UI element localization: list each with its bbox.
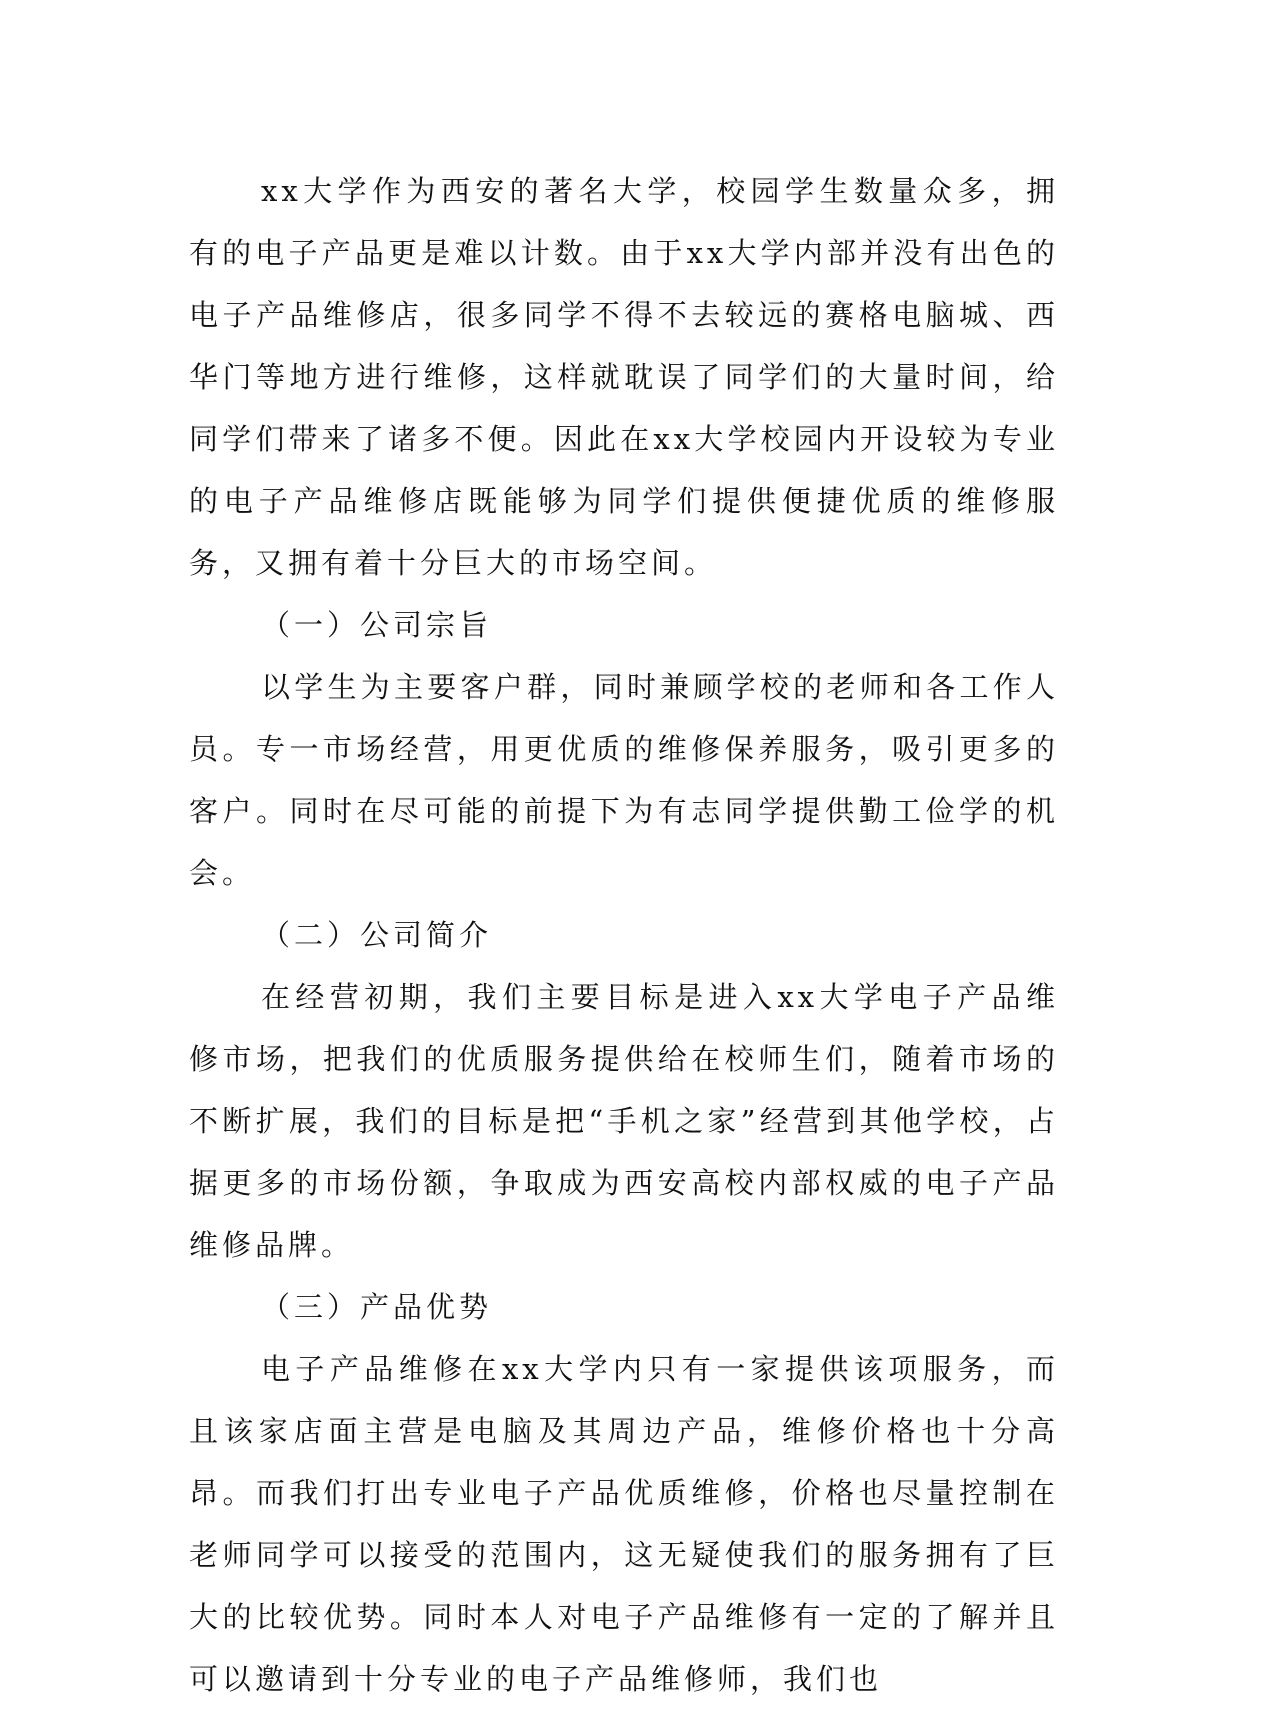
paragraph-advantage: 电子产品维修在xx大学内只有一家提供该项服务，而且该家店面主营是电脑及其周边产品，维修价格也十分高昂。而我们打出专业电子产品优质维修，价格也尽量控制在老师同学可以接受的范围内，这无疑使我们的服务拥有了巨大的比较优势。同时本人对电子产品维修有一定的了解并且可以邀请到十分专业的电子产品维修师，我们也 [189, 1352, 1059, 1696]
paragraph-purpose: 以学生为主要客户群，同时兼顾学校的老师和各工作人员。专一市场经营，用更优质的维修保养服务，吸引更多的客户。同时在尽可能的前提下为有志同学提供勤工俭学的机会。 [189, 670, 1059, 890]
paragraph-profile: 在经营初期，我们主要目标是进入xx大学电子产品维修市场，把我们的优质服务提供给在校师生们，随着市场的不断扩展，我们的目标是把“手机之家”经营到其他学校，占据更多的市场份额，争取成为西安高校内部权威的电子产品维修品牌。 [189, 980, 1059, 1262]
document-body [189, 160, 1059, 1710]
paragraph-intro: xx大学作为西安的著名大学，校园学生数量众多，拥有的电子产品更是难以计数。由于xx大学内部并没有出色的电子产品维修店，很多同学不得不去较远的赛格电脑城、西华门等地方进行维修，这样就耽误了同学们的大量时间，给同学们带来了诸多不便。因此在xx大学校园内开设较为专业的电子产品维修店既能够为同学们提供便捷优质的维修服务，又拥有着十分巨大的市场空间。 [189, 174, 1059, 580]
section-heading-profile: （二）公司简介 [261, 918, 493, 952]
section-heading-advantage: （三）产品优势 [261, 1290, 493, 1324]
section-heading-purpose: （一）公司宗旨 [261, 608, 493, 642]
